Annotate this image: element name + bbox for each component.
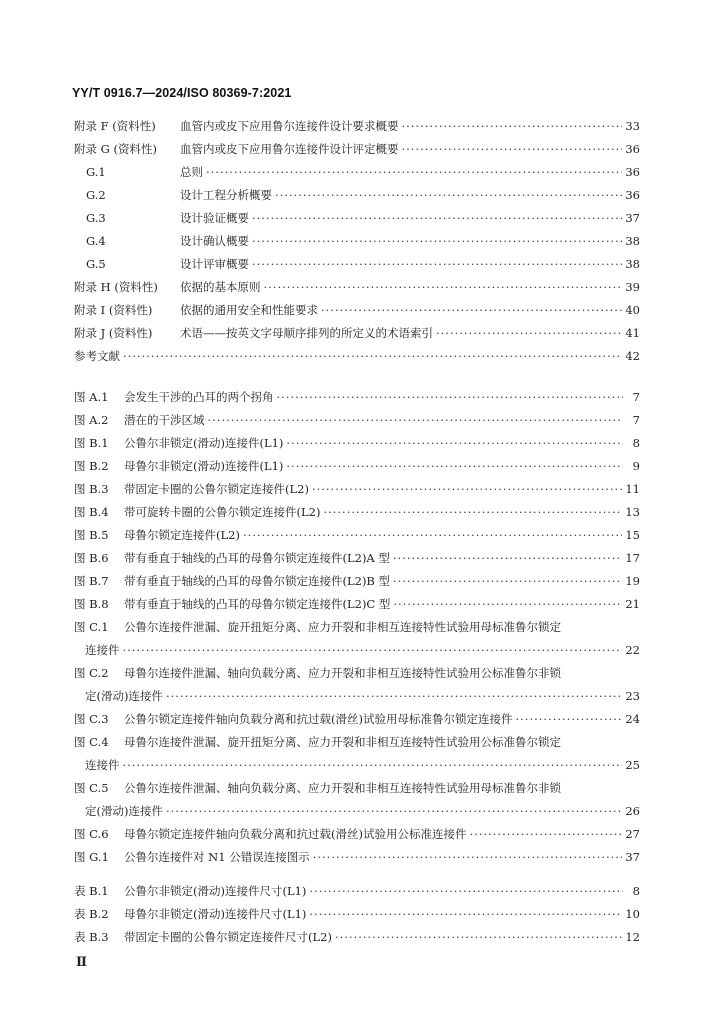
document-code-header: YY/T 0916.7—2024/ISO 80369-7:2021 (72, 86, 292, 100)
toc-entry-title: 公鲁尔锁定连接件轴向负载分离和抗过载(滑丝)试验用母标准鲁尔锁定连接件 (124, 712, 513, 726)
toc-entry[interactable] (74, 345, 640, 368)
toc-entry-line (74, 276, 640, 299)
toc-entry[interactable] (74, 731, 640, 777)
toc-entry-line (74, 409, 640, 432)
toc-page-number: 9 (632, 459, 640, 473)
toc-entry-line (74, 593, 640, 616)
toc-entry-number: 表 B.1 (74, 884, 109, 898)
toc-page-number: 10 (625, 907, 640, 921)
toc-entry[interactable] (74, 115, 640, 138)
toc-entry-line (74, 616, 640, 639)
toc-leader-dots (335, 926, 622, 949)
toc-entry-number: 图 G.1 (74, 850, 109, 864)
toc-leader-dots (275, 184, 622, 207)
toc-page-number: 21 (625, 597, 640, 611)
toc-leader-dots (277, 386, 624, 409)
toc-entry[interactable] (74, 253, 640, 276)
toc-entry-title: 带固定卡圈的公鲁尔锁定连接件(L2) (124, 482, 309, 496)
toc-entry-number: 图 B.2 (74, 459, 109, 473)
toc-entry-line (74, 846, 640, 869)
toc-entry-number: G.2 (86, 188, 106, 202)
toc-entry-title: 设计验证概要 (180, 211, 249, 225)
toc-leader-dots (515, 708, 622, 731)
toc-page-number: 11 (625, 482, 640, 496)
toc-entry-line (74, 708, 640, 731)
toc-entry-number: 附录 J (资料性) (74, 326, 153, 340)
toc-entry-title: 依据的通用安全和性能要求 (180, 303, 318, 317)
toc-entry-number: 附录 F (资料性) (74, 119, 156, 133)
toc-entry-title: 公鲁尔非锁定(滑动)连接件尺寸(L1) (124, 884, 307, 898)
toc-page-number: 12 (625, 930, 640, 944)
toc-leader-dots (323, 501, 622, 524)
toc-leader-dots (252, 230, 622, 253)
toc-entry-line (74, 184, 640, 207)
toc-entry-title: 带可旋转卡圈的公鲁尔锁定连接件(L2) (124, 505, 321, 519)
toc-entry-number: 图 C.1 (74, 620, 109, 634)
toc-page-number: 36 (625, 142, 640, 156)
toc-entry[interactable] (74, 777, 640, 823)
toc-page-number: 25 (625, 758, 640, 772)
toc-entry-title: 公鲁尔连接件泄漏、轴向负载分离、应力开裂和非相互连接特性试验用母标准鲁尔非锁 (124, 781, 561, 795)
toc-entry-line (74, 345, 640, 368)
toc-entry-title-continued: 定(滑动)连接件 (85, 689, 163, 703)
toc-page-number: 8 (632, 436, 640, 450)
toc-entry[interactable] (74, 230, 640, 253)
toc-entry-number: G.3 (86, 211, 106, 225)
toc-entry[interactable] (74, 386, 640, 409)
toc-entry-title: 带固定卡圈的公鲁尔锁定连接件尺寸(L2) (124, 930, 332, 944)
toc-entry-number: 图 B.1 (74, 436, 109, 450)
toc-entry-title: 母鲁尔连接件泄漏、轴向负载分离、应力开裂和非相互连接特性试验用公标准鲁尔非锁 (124, 666, 561, 680)
toc-page-number: 22 (625, 643, 640, 657)
toc-entry-number: 附录 I (资料性) (74, 303, 153, 317)
toc-entry-title: 参考文献 (74, 349, 120, 363)
toc-leader-dots (309, 903, 622, 926)
toc-entry-number: G.1 (86, 165, 106, 179)
toc-entry[interactable] (74, 501, 640, 524)
toc-page-number: 36 (625, 165, 640, 179)
toc-page-number: 42 (625, 349, 640, 363)
toc-entry-title: 公鲁尔连接件对 N1 公错误连接图示 (124, 850, 310, 864)
toc-table-section (74, 880, 640, 949)
toc-leader-dots (393, 547, 622, 570)
page-number-roman: Ⅱ (76, 955, 87, 970)
toc-page-number: 40 (625, 303, 640, 317)
toc-leader-dots (393, 593, 622, 616)
toc-entry-line (74, 207, 640, 230)
toc-entry-title: 母鲁尔锁定连接件(L2) (124, 528, 240, 542)
toc-entry[interactable] (74, 184, 640, 207)
toc-leader-dots (313, 846, 623, 869)
toc-entry-title-continued: 连接件 (85, 758, 120, 772)
toc-entry-title: 血管内或皮下应用鲁尔连接件设计评定概要 (180, 142, 399, 156)
toc-entry-line (74, 903, 640, 926)
toc-entry-line (74, 253, 640, 276)
toc-entry-line (74, 880, 640, 903)
toc-entry-number: 图 B.6 (74, 551, 109, 565)
toc-page-number: 27 (625, 827, 640, 841)
toc-entry[interactable] (74, 926, 640, 949)
toc-entry-line (74, 524, 640, 547)
toc-entry-line (74, 115, 640, 138)
toc-entry-line (74, 662, 640, 685)
toc-page-number: 37 (625, 850, 640, 864)
toc-leader-dots (312, 478, 622, 501)
toc-entry-line (74, 322, 640, 345)
toc-entry-title: 血管内或皮下应用鲁尔连接件设计要求概要 (180, 119, 399, 133)
toc-entry-line (74, 731, 640, 754)
toc-entry[interactable] (74, 478, 640, 501)
toc-entry-number: 表 B.3 (74, 930, 109, 944)
toc-entry-line (74, 455, 640, 478)
toc-figure-section (74, 386, 640, 869)
toc-entry[interactable] (74, 138, 640, 161)
toc-entry-number: 附录 G (资料性) (74, 142, 157, 156)
toc-entry-title: 公鲁尔非锁定(滑动)连接件(L1) (124, 436, 284, 450)
toc-entry-line (74, 570, 640, 593)
toc-entry-continuation (74, 685, 640, 708)
toc-entry[interactable] (74, 322, 640, 345)
toc-leader-dots (166, 800, 622, 823)
toc-leader-dots (252, 207, 622, 230)
toc-leader-dots (309, 880, 623, 903)
toc-entry-line (74, 547, 640, 570)
toc-leader-dots (243, 524, 622, 547)
toc-entry-title-continued: 连接件 (85, 643, 120, 657)
toc-page-number: 13 (625, 505, 640, 519)
toc-entry-number: 图 C.5 (74, 781, 109, 795)
toc-page-number: 39 (625, 280, 640, 294)
toc-leader-dots (286, 432, 623, 455)
toc-entry-line (74, 138, 640, 161)
toc-page-number: 41 (625, 326, 640, 340)
toc-entry-title: 会发生干涉的凸耳的两个拐角 (124, 390, 274, 404)
toc-entry-number: 图 B.8 (74, 597, 109, 611)
toc-entry-title-continued: 定(滑动)连接件 (85, 804, 163, 818)
toc-entry-title: 术语——按英文字母顺序排列的所定义的术语索引 (180, 326, 433, 340)
toc-leader-dots (402, 138, 623, 161)
toc-leader-dots (402, 115, 623, 138)
toc-entry-title: 依据的基本原则 (180, 280, 261, 294)
toc-entry[interactable] (74, 161, 640, 184)
toc-entry-continuation (74, 754, 640, 777)
toc-page-number: 26 (625, 804, 640, 818)
toc-entry-title: 带有垂直于轴线的凸耳的母鲁尔锁定连接件(L2)A 型 (124, 551, 390, 565)
toc-entry-number: 图 C.4 (74, 735, 109, 749)
toc-entry-title: 潜在的干涉区域 (124, 413, 205, 427)
toc-page-number: 37 (625, 211, 640, 225)
toc-leader-dots (286, 455, 623, 478)
toc-entry-number: 图 C.6 (74, 827, 109, 841)
toc-entry[interactable] (74, 207, 640, 230)
toc-entry-number: 表 B.2 (74, 907, 109, 921)
toc-entry-title: 母鲁尔非锁定(滑动)连接件(L1) (124, 459, 284, 473)
toc-entry[interactable] (74, 455, 640, 478)
toc-entry-title: 母鲁尔非锁定(滑动)连接件尺寸(L1) (124, 907, 307, 921)
toc-leader-dots (321, 299, 622, 322)
toc-entry-number: 图 B.5 (74, 528, 109, 542)
toc-entry-number: G.4 (86, 234, 106, 248)
toc-entry-line (74, 926, 640, 949)
toc-leader-dots (123, 345, 622, 368)
toc-page-number: 38 (625, 257, 640, 271)
toc-entry[interactable] (74, 593, 640, 616)
toc-entry-line (74, 161, 640, 184)
toc-entry-continuation (74, 639, 640, 662)
toc-entry-number: 图 A.1 (74, 390, 109, 404)
toc-entry-title: 设计确认概要 (180, 234, 249, 248)
toc-entry-number: 附录 H (资料性) (74, 280, 158, 294)
toc-entry-number: 图 C.2 (74, 666, 109, 680)
toc-leader-dots (166, 685, 622, 708)
toc-entry-line (74, 501, 640, 524)
toc-entry-number: 图 A.2 (74, 413, 109, 427)
toc-entry[interactable] (74, 823, 640, 846)
toc-page-number: 8 (632, 884, 640, 898)
toc-entry[interactable] (74, 903, 640, 926)
toc-entry-title: 总则 (180, 165, 203, 179)
toc-leader-dots (469, 823, 622, 846)
toc-page-number: 24 (625, 712, 640, 726)
toc-entry-continuation (74, 800, 640, 823)
toc-entry-title: 带有垂直于轴线的凸耳的母鲁尔锁定连接件(L2)C 型 (124, 597, 391, 611)
toc-entry-title: 公鲁尔连接件泄漏、旋开扭矩分离、应力开裂和非相互连接特性试验用母标准鲁尔锁定 (124, 620, 561, 634)
toc-entry[interactable] (74, 299, 640, 322)
toc-leader-dots (208, 409, 624, 432)
toc-leader-dots (206, 161, 622, 184)
toc-entry[interactable] (74, 708, 640, 731)
toc-leader-dots (123, 754, 623, 777)
toc-entry-line (74, 478, 640, 501)
toc-entry[interactable] (74, 276, 640, 299)
toc-entry[interactable] (74, 409, 640, 432)
toc-leader-dots (123, 639, 623, 662)
toc-entry[interactable] (74, 846, 640, 869)
toc-entry-number: 图 B.4 (74, 505, 109, 519)
toc-annex-section (74, 115, 640, 368)
toc-entry[interactable] (74, 524, 640, 547)
toc-entry-number: 图 C.3 (74, 712, 109, 726)
toc-entry-title: 设计评审概要 (180, 257, 249, 271)
toc-entry[interactable] (74, 432, 640, 455)
toc-page-number: 17 (625, 551, 640, 565)
toc-entry-title: 母鲁尔连接件泄漏、旋开扭矩分离、应力开裂和非相互连接特性试验用公标准鲁尔锁定 (124, 735, 561, 749)
toc-entry-line (74, 386, 640, 409)
toc-leader-dots (436, 322, 622, 345)
toc-entry[interactable] (74, 880, 640, 903)
toc-entry-number: 图 B.3 (74, 482, 109, 496)
toc-entry[interactable] (74, 616, 640, 662)
toc-page-number: 36 (625, 188, 640, 202)
toc-page-number: 7 (632, 413, 640, 427)
toc-entry-title: 母鲁尔锁定连接件轴向负载分离和抗过载(滑丝)试验用公标准连接件 (124, 827, 467, 841)
toc-leader-dots (264, 276, 623, 299)
toc-entry[interactable] (74, 570, 640, 593)
toc-entry-title: 设计工程分析概要 (180, 188, 272, 202)
toc-leader-dots (393, 570, 622, 593)
toc-entry[interactable] (74, 662, 640, 708)
toc-page-number: 15 (625, 528, 640, 542)
toc-page-number: 38 (625, 234, 640, 248)
toc-entry-line (74, 230, 640, 253)
toc-leader-dots (252, 253, 622, 276)
toc-entry-line (74, 299, 640, 322)
toc-entry-line (74, 823, 640, 846)
toc-entry-line (74, 777, 640, 800)
toc-entry-line (74, 432, 640, 455)
toc-entry-number: G.5 (86, 257, 106, 271)
toc-page-number: 23 (625, 689, 640, 703)
toc-page-number: 19 (625, 574, 640, 588)
toc-entry-title: 带有垂直于轴线的凸耳的母鲁尔锁定连接件(L2)B 型 (124, 574, 391, 588)
toc-entry[interactable] (74, 547, 640, 570)
toc-entry-number: 图 B.7 (74, 574, 109, 588)
toc-page-number: 7 (632, 390, 640, 404)
toc-page-number: 33 (625, 119, 640, 133)
